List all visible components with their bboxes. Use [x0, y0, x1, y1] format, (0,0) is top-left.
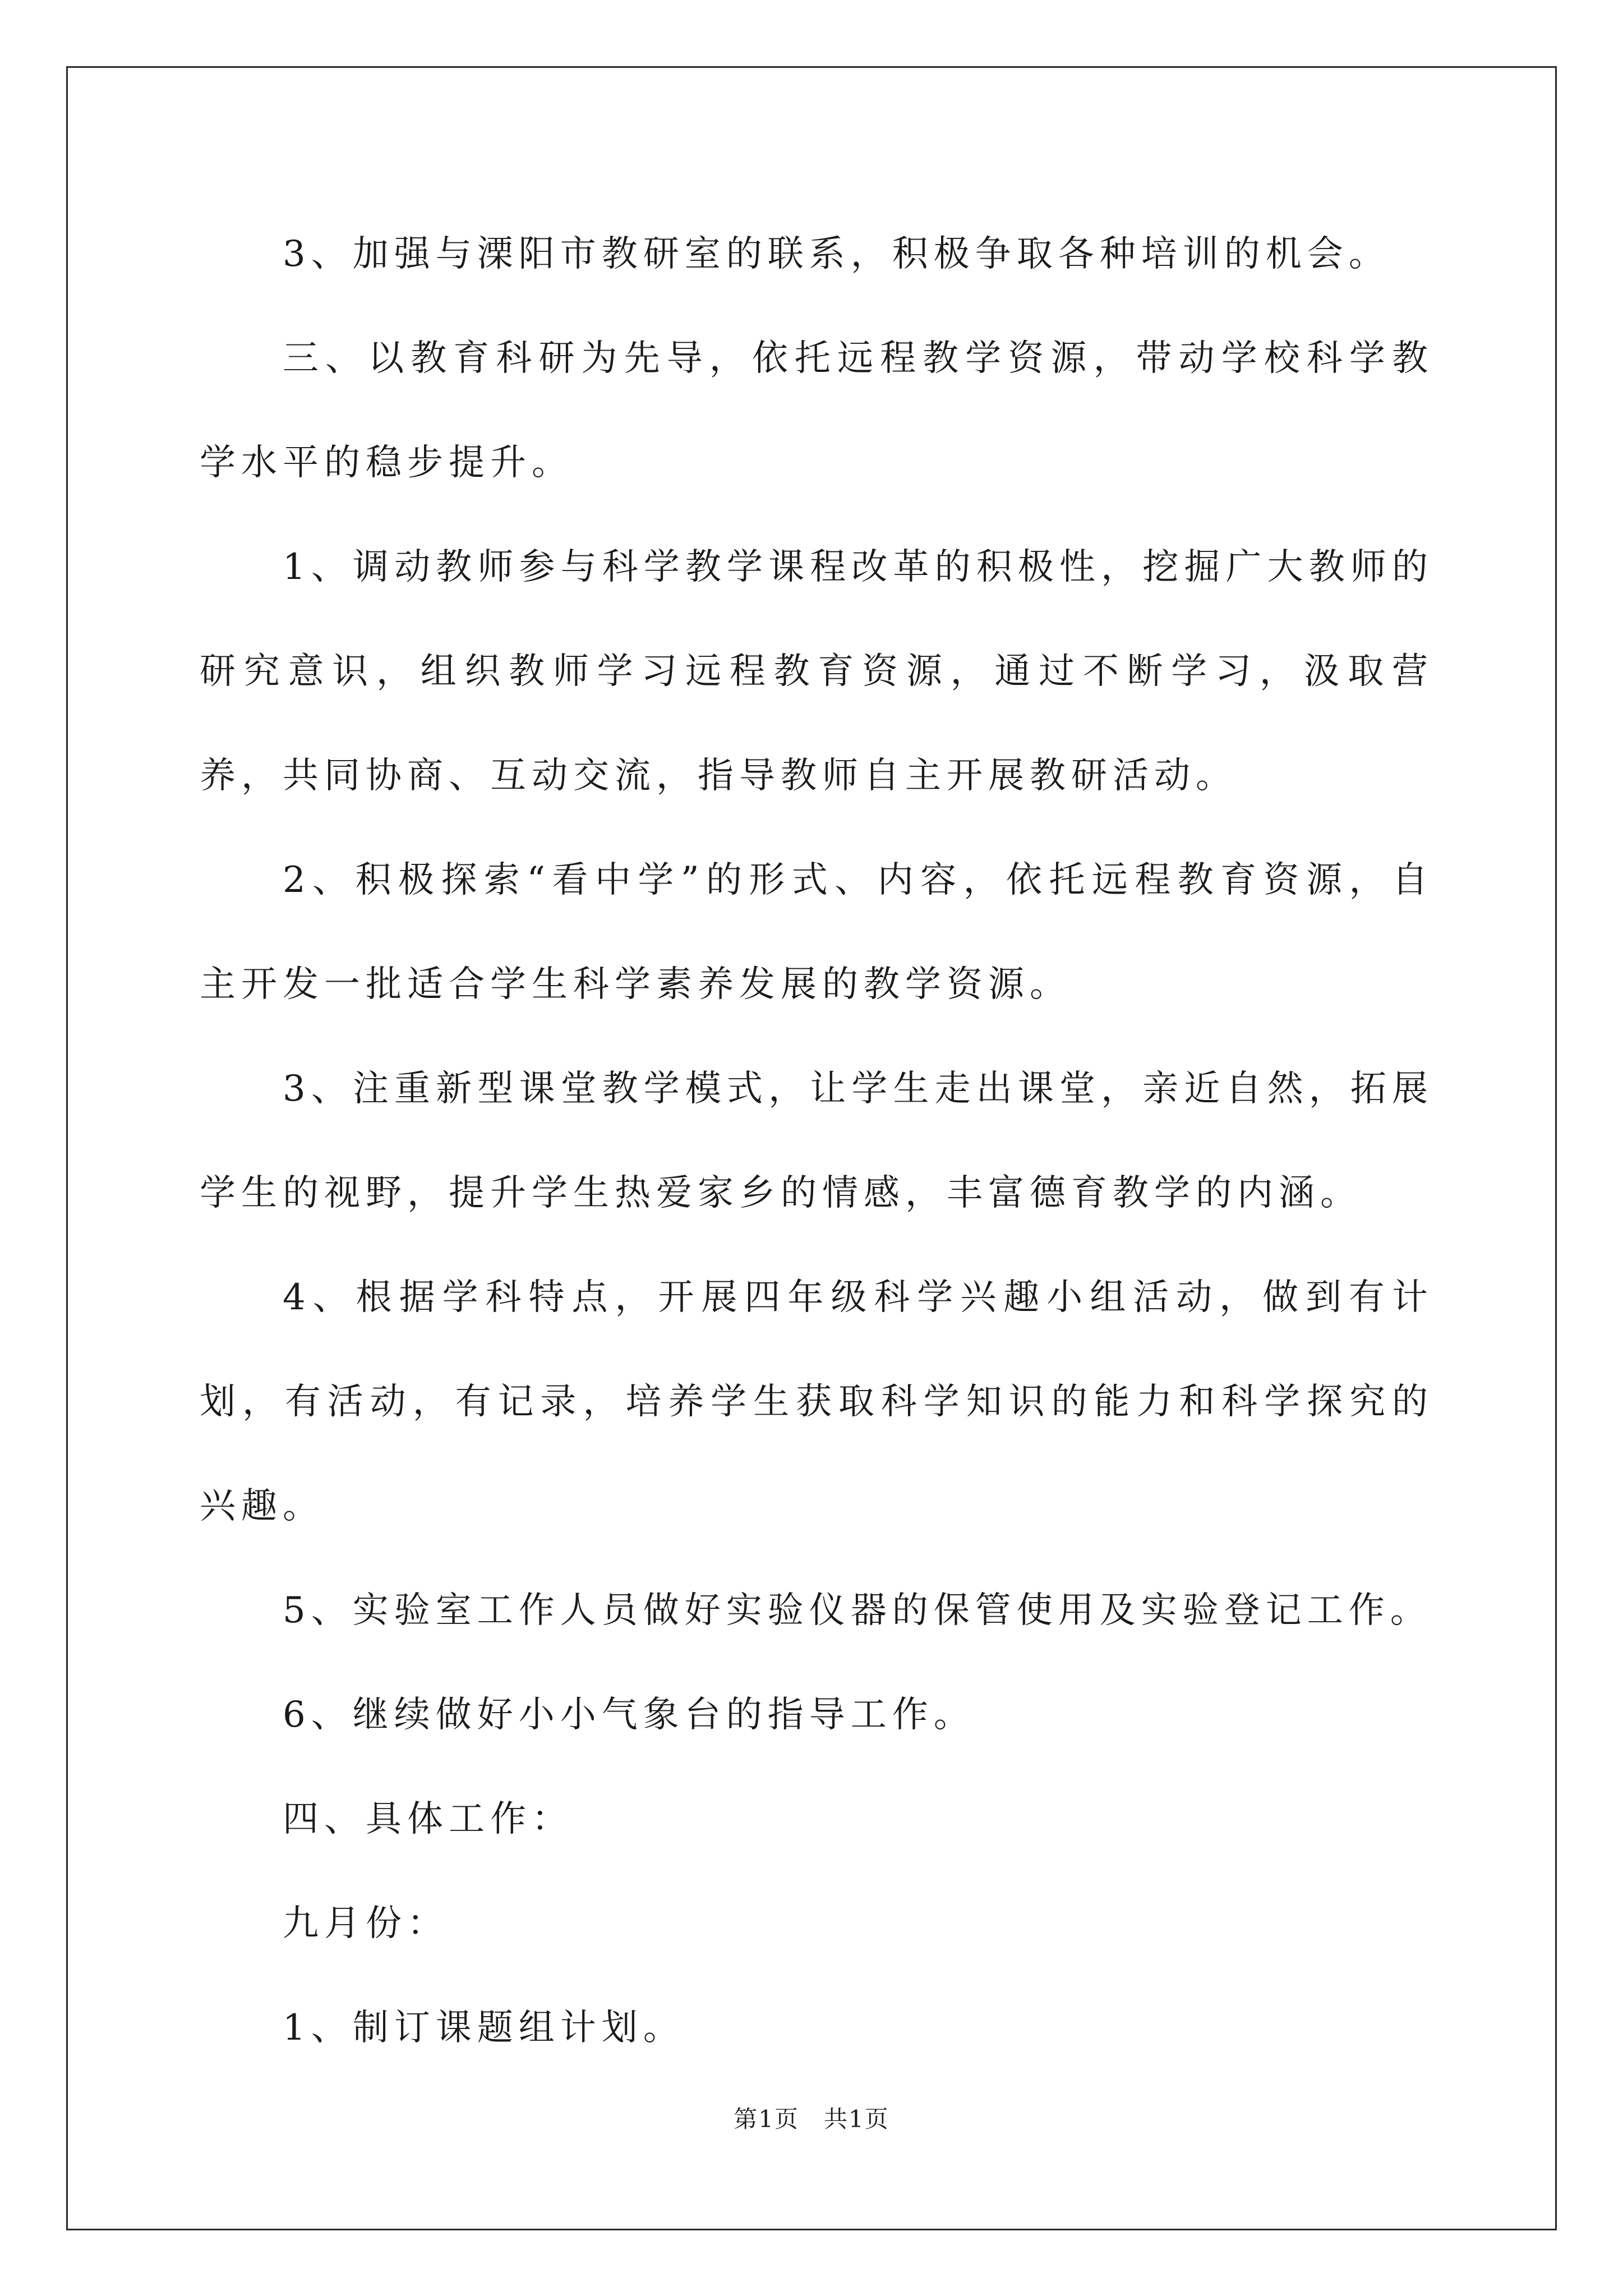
document-body: [200, 202, 1433, 2080]
paragraph: 2、积极探索“看中学”的形式、内容，依托远程教育资源，自主开发一批适合学生科学素养发展的教学资源。: [200, 859, 1433, 1005]
paragraph: 4、根据学科特点，开展四年级科学兴趣小组活动，做到有计划，有活动，有记录，培养学生获取科学知识的能力和科学探究的兴趣。: [200, 1277, 1433, 1527]
paragraph: 1、制订课题组计划。: [283, 2007, 685, 2049]
paragraph: 6、继续做好小小气象台的指导工作。: [283, 1694, 975, 1736]
month-heading: 九月份：: [283, 1903, 449, 1944]
paragraph: 3、加强与溧阳市教研室的联系，积极争取各种培训的机会。: [283, 233, 1390, 275]
page-total: 共1页: [824, 2105, 889, 2133]
paragraph: 三、以教育科研为先导，依托远程教学资源，带动学校科学教学水平的稳步提升。: [200, 338, 1433, 484]
section-heading: 四、具体工作：: [283, 1798, 573, 1840]
page-footer: [0, 2101, 1623, 2134]
page-number: 第1页: [734, 2105, 799, 2133]
paragraph: 3、注重新型课堂教学模式，让学生走出课堂，亲近自然，拓展学生的视野，提升学生热爱家乡的情感，丰富德育教学的内涵。: [200, 1068, 1433, 1214]
paragraph: 5、实验室工作人员做好实验仪器的保管使用及实验登记工作。: [283, 1590, 1432, 1631]
paragraph: 1、调动教师参与科学教学课程改革的积极性，挖掘广大教师的研究意识，组织教师学习远程教育资源，通过不断学习，汲取营养，共同协商、互动交流，指导教师自主开展教研活动。: [200, 546, 1433, 797]
